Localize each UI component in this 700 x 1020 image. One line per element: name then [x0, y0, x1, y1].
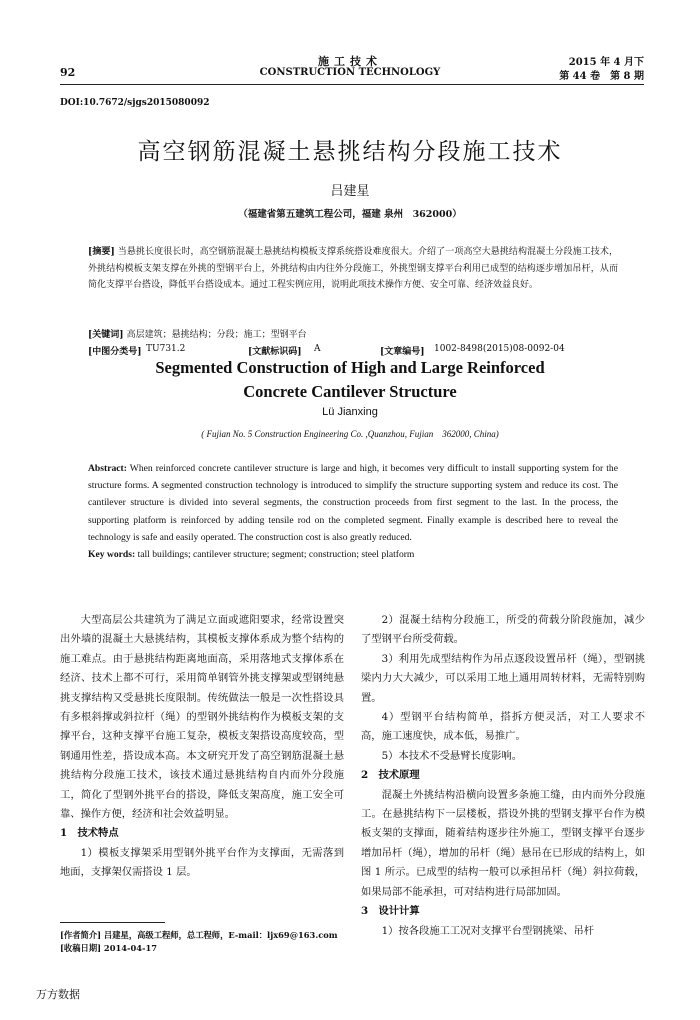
doi[interactable]: DOI:10.7672/sjgs2015080092	[60, 98, 210, 108]
principle-paragraph: 混凝土外挑结构沿横向设置多条施工缝，由内而外分段施工。在悬挑结构下一层楼板，搭设外挑的型钢支撑平台作为模板支架的支撑面，随着结构逐步往外施工，型钢支撑平台逐步增加吊杆（绳），增加的吊杆（绳）悬吊在已形成的结构上，如图 1 所示。已成型的结构一般可以承担吊杆（绳）斜拉荷载，如果局部不能承担，可对结构进行局部加固。	[361, 788, 645, 898]
article-number-label: [文章编号]	[380, 347, 425, 357]
paper-title-en-line1: Segmented Construction of High and Large Reinforced	[155, 358, 545, 377]
affiliation-en: ( Fujian No. 5 Construction Engineering Co. ,Quanzhou, Fujian 362000, China)	[201, 429, 499, 439]
keywords-en-text: tall buildings; cantilever structure; segment; construction; steel platform	[137, 549, 415, 561]
author-cn: 吕建星	[330, 184, 370, 199]
journal-name-cn: 施工技术	[318, 55, 382, 68]
abstract-en-text: When reinforced concrete cantilever structure is large and high, it becomes very difficult to install supporting system for the structure forms. A segmented construction technology is introduced to simplify the structure supporting system and reduce its cost. The cantilever structure is divided into several segments, the construction proceeds from first segment to the last. In the process, the supporting platform is reinforced by adding tensile rod on the completed segment. Finally example is described here to reveal the technology is safe and easily operated. The construction cost is also greatly reduced.	[88, 463, 618, 543]
doc-code-value: A	[314, 344, 321, 354]
affiliation-cn: （福建省第五建筑工程公司，福建 泉州 362000）	[238, 209, 462, 220]
source-watermark: 万方数据	[36, 988, 80, 1001]
clc-value: TU731.2	[146, 344, 186, 354]
section-heading-1: 1 技术特点	[60, 827, 119, 840]
feature-item-4: 4）型钢平台结构简单，搭拆方便灵活，对工人要求不高，施工速度快，成本低，易推广。	[361, 711, 645, 743]
feature-item-3: 3）利用先成型结构作为吊点逐段设置吊杆（绳），型钢挑梁内力大大减少，可以采用工地上通用周转材料，无需特别购置。	[361, 652, 645, 704]
body-left-column	[60, 611, 344, 883]
keywords-en-label: Key words:	[88, 549, 136, 561]
header-rule	[60, 84, 644, 85]
abstract-en-label: Abstract:	[88, 463, 127, 474]
abstract-cn	[88, 244, 618, 294]
body-right-column	[361, 611, 645, 941]
page-number: 92	[60, 66, 76, 79]
abstract-cn-label: [摘要]	[88, 247, 115, 257]
paper-title-en	[0, 356, 700, 404]
abstract-en	[88, 460, 618, 563]
volume-issue: 第 44 卷 第 8 期	[559, 71, 644, 82]
feature-item-2: 2）混凝土结构分段施工，所受的荷载分阶段施加，减少了型钢平台所受荷载。	[361, 614, 645, 646]
doc-code-label: [文献标识码]	[248, 347, 302, 357]
clc-label: [中图分类号]	[88, 347, 142, 357]
article-number-value: 1002-8498(2015)08-0092-04	[434, 344, 565, 354]
footnote-rule	[60, 922, 165, 923]
section-heading-3: 3 设计计算	[361, 905, 420, 918]
keywords-cn	[88, 327, 307, 340]
design-item-1: 1）按各段施工工况对支撑平台型钢挑梁、吊杆	[381, 924, 595, 937]
feature-item-1: 1）模板支撑架采用型钢外挑平台作为支撑面，无需落到地面，支撑架仅需搭设 1 层。	[60, 846, 344, 879]
section-heading-2: 2 技术原理	[361, 769, 420, 782]
keywords-cn-text: 高层建筑；悬挑结构；分段；施工；型钢平台	[126, 330, 307, 340]
received-date-footnote: [收稿日期] 2014-04-17	[60, 943, 157, 953]
journal-name-en: CONSTRUCTION TECHNOLOGY	[259, 67, 441, 78]
author-en: Lü Jianxing	[322, 406, 378, 418]
intro-paragraph: 大型高层公共建筑为了满足立面或遮阳要求，经常设置突出外墙的混凝土大悬挑结构，其模板支撑体系成为整个结构的施工难点。由于悬挑结构距离地面高，采用落地式支撑体系在经济、技术上都不可行，采用简单钢管外挑支撑架或型钢纯悬挑支撑结构又受悬挑长度限制。传统做法一般是一次性搭设具有多根斜撑或斜拉杆（绳）的型钢外挑结构作为模板支架的支撑平台，这种支撑平台施工复杂，模板支架搭设高度较高，型钢通用性差，搭设成本高。本文研究开发了高空钢筋混凝土悬挑结构分段施工技术，该技术通过悬挑结构自内而外分段施工，简化了型钢外挑平台的搭设，降低支架高度，施工安全可靠、操作方便，经济和社会效益明显。	[60, 614, 344, 821]
paper-title-cn: 高空钢筋混凝土悬挑结构分段施工技术	[137, 139, 563, 165]
keywords-cn-label: [关键词]	[88, 330, 124, 340]
author-bio-footnote: [作者简介] 吕建星，高级工程师，总工程师，E-mail：ljx69@163.com	[60, 930, 338, 940]
paper-title-en-line2: Concrete Cantilever Structure	[243, 382, 457, 401]
issue-date: 2015 年 4 月下	[568, 57, 644, 68]
feature-item-5: 5）本技术不受悬臂长度影响。	[381, 749, 523, 762]
abstract-cn-text: 当悬挑长度很长时，高空钢筋混凝土悬挑结构模板支撑系统搭设难度很大。介绍了一项高空大悬挑结构混凝土分段施工技术，外挑结构模板支架支撑在外挑的型钢平台上，外挑结构由内往外分段施工，外挑型钢支撑平台利用已成型的结构逐步增加吊杆，从而简化支撑平台搭设，降低平台搭设成本。通过工程实例应用，说明此项技术操作方便、安全可靠、经济效益良好。	[88, 247, 618, 290]
